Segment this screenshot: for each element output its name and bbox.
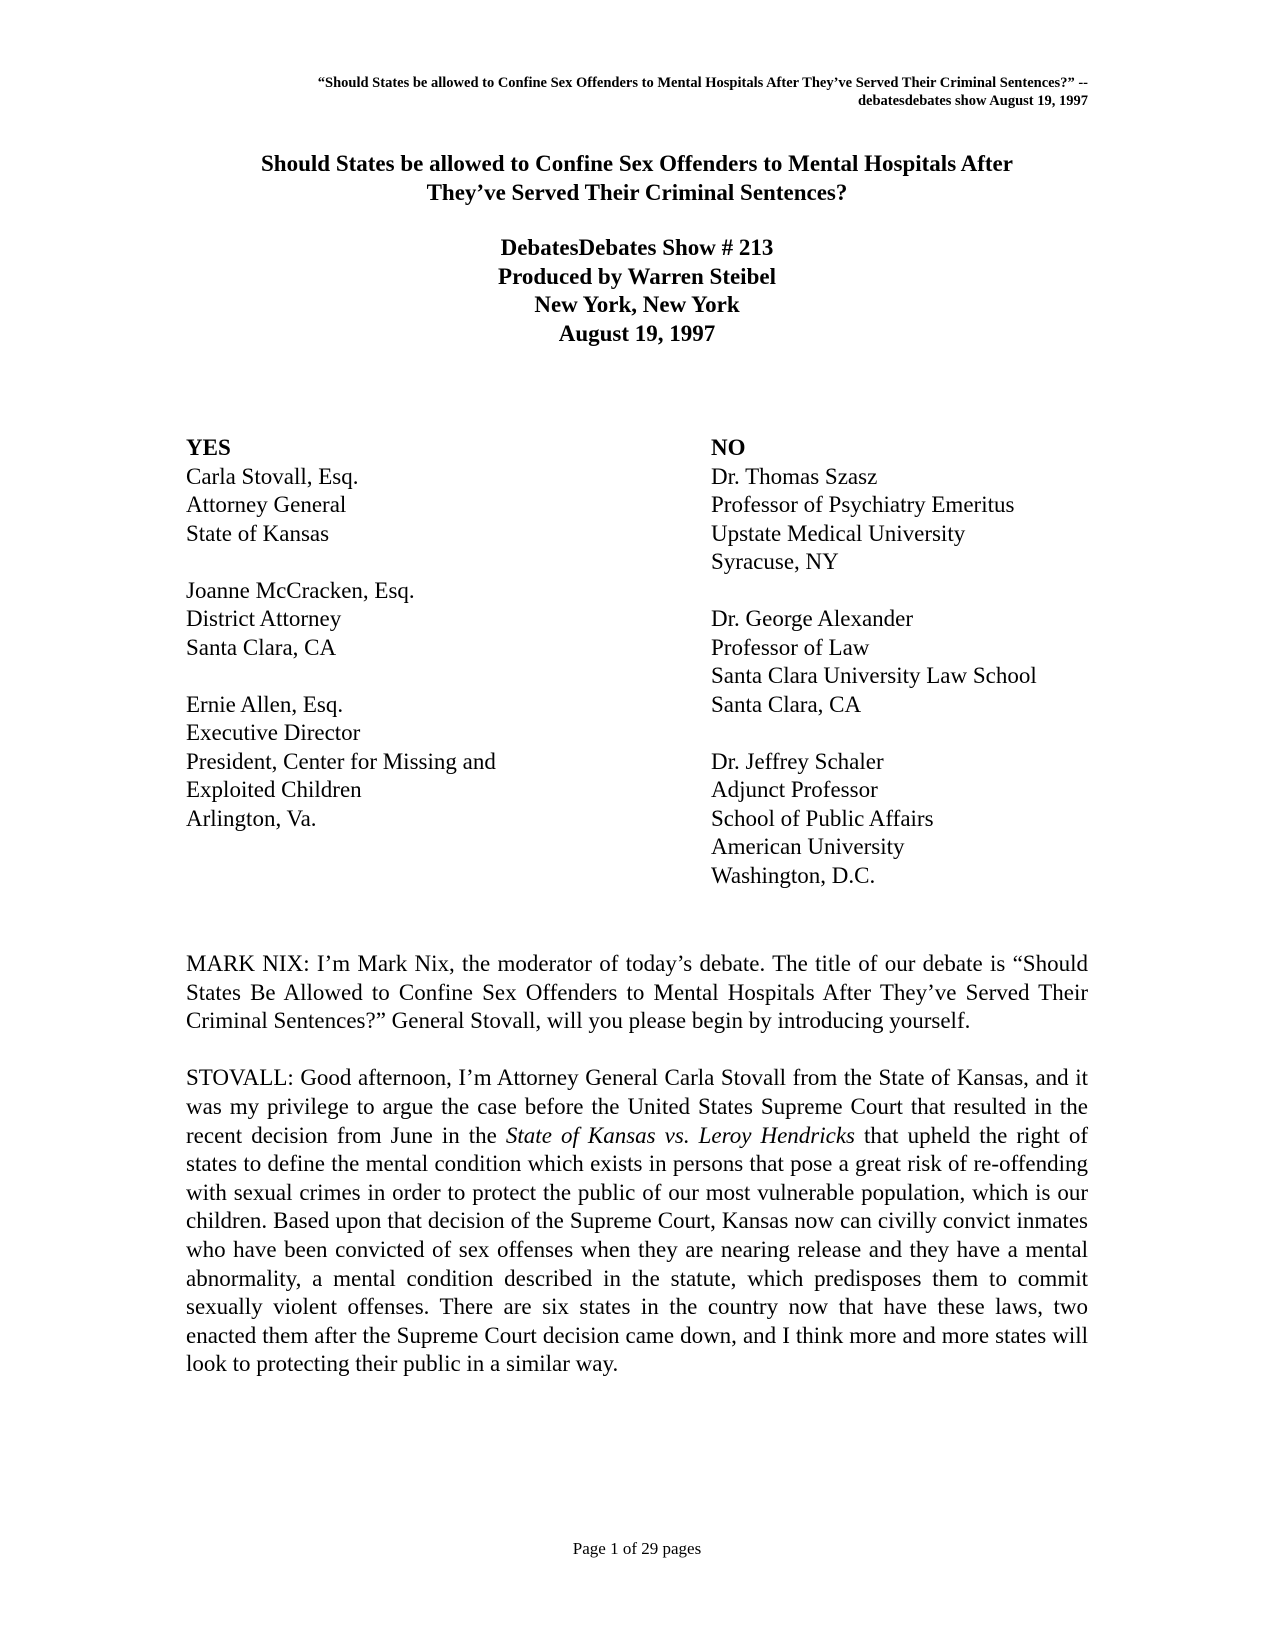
no-participant-2: [711, 605, 1111, 719]
participant-location: Santa Clara, CA: [711, 691, 862, 717]
yes-panel: [186, 434, 686, 862]
page-number: Page 1 of 29 pages: [572, 1539, 702, 1558]
page-footer: [186, 1539, 1088, 1559]
participant-name: Carla Stovall, Esq.: [186, 463, 359, 489]
participant-location: Arlington, Va.: [186, 805, 317, 831]
participant-name: Dr. Thomas Szasz: [711, 463, 878, 489]
transcript-paragraph-stovall: [186, 1064, 1088, 1379]
yes-heading: YES: [186, 435, 231, 460]
participant-name: Joanne McCracken, Esq.: [186, 577, 415, 603]
participant-affiliation: Upstate Medical University: [711, 520, 966, 546]
participant-affiliation: American University: [711, 834, 905, 859]
yes-participant-1: [186, 463, 686, 549]
participant-title: Adjunct Professor: [711, 777, 878, 802]
title-line-1: Should States be allowed to Confine Sex Offenders to Mental Hospitals After: [261, 151, 1013, 176]
paragraph-text: that upheld the right of states to define the mental condition which exists in persons that pose a great risk of re-offending with sexual crimes in order to protect the public of our most vulnerable population, which is our children. Based upon that decision of the Supreme Court, Kansas now can civilly convict inmates who have been convicted of sex offenses when they are nearing release and they have a mental abnormality, a mental condition described in the statute, which predisposes them to commit sexually violent offenses. There are six states in the country now that have these laws, two enacted them after the Supreme Court decision came down, and I think more and more states will look to protecting their public in a similar way.: [186, 1122, 1088, 1377]
participant-title: Professor of Psychiatry Emeritus: [711, 492, 1015, 517]
show-producer: Produced by Warren Steibel: [498, 263, 776, 289]
yes-participant-2: [186, 577, 686, 663]
participant-title: Professor of Law: [711, 634, 870, 660]
participant-name: Dr. Jeffrey Schaler: [711, 748, 884, 774]
transcript-body: [186, 950, 1088, 1408]
running-header-line-1: “Should States be allowed to Confine Sex Offenders to Mental Hospitals After They’ve Served Their Criminal Sentences?” --: [317, 75, 1088, 91]
paragraph-text: STOVALL: Good afternoon, I’m Attorney General Carla Stovall from the State of Kansas, and it was my privilege to argue the case before the United States Supreme Court that resulted in the recent decision from June in the: [186, 1065, 1088, 1148]
no-participant-1: [711, 463, 1111, 577]
running-header-line-2: debatesdebates show August 19, 1997: [857, 93, 1088, 109]
participant-title: Attorney General: [186, 492, 347, 517]
title-line-2: They’ve Served Their Criminal Sentences?: [426, 179, 848, 205]
participant-affiliation: Santa Clara University Law School: [711, 663, 1037, 688]
participant-title: Executive Director: [186, 720, 361, 745]
participant-name: Dr. George Alexander: [711, 606, 914, 631]
no-panel: [711, 434, 1111, 919]
running-header: [186, 74, 1088, 110]
case-citation: State of Kansas vs. Leroy Hendricks: [505, 1122, 855, 1148]
participant-affiliation: Santa Clara, CA: [186, 634, 337, 660]
no-heading: NO: [711, 435, 746, 460]
participant-location: Syracuse, NY: [711, 549, 839, 574]
no-participant-3: [711, 748, 1111, 891]
transcript-paragraph-moderator: MARK NIX: I’m Mark Nix, the moderator of today’s debate. The title of our debate is “Should States Be Allowed to Confine Sex Offenders to Mental Hospitals After They’ve Served Their Criminal Sentences?” General Stovall, will you please begin by introducing yourself.: [186, 951, 1088, 1034]
participant-location: Washington, D.C.: [711, 862, 876, 888]
participant-affiliation: State of Kansas: [186, 520, 330, 546]
show-info: [186, 234, 1088, 348]
show-number: DebatesDebates Show # 213: [500, 235, 774, 260]
participant-affiliation: Exploited Children: [186, 777, 362, 802]
yes-participant-3: [186, 691, 686, 834]
participant-title: District Attorney: [186, 606, 342, 631]
participant-name: Ernie Allen, Esq.: [186, 691, 344, 717]
participant-affiliation: School of Public Affairs: [711, 805, 934, 831]
show-date: August 19, 1997: [558, 320, 716, 346]
participant-affiliation: President, Center for Missing and: [186, 748, 496, 774]
show-location: New York, New York: [534, 292, 740, 317]
document-title: [186, 150, 1088, 207]
